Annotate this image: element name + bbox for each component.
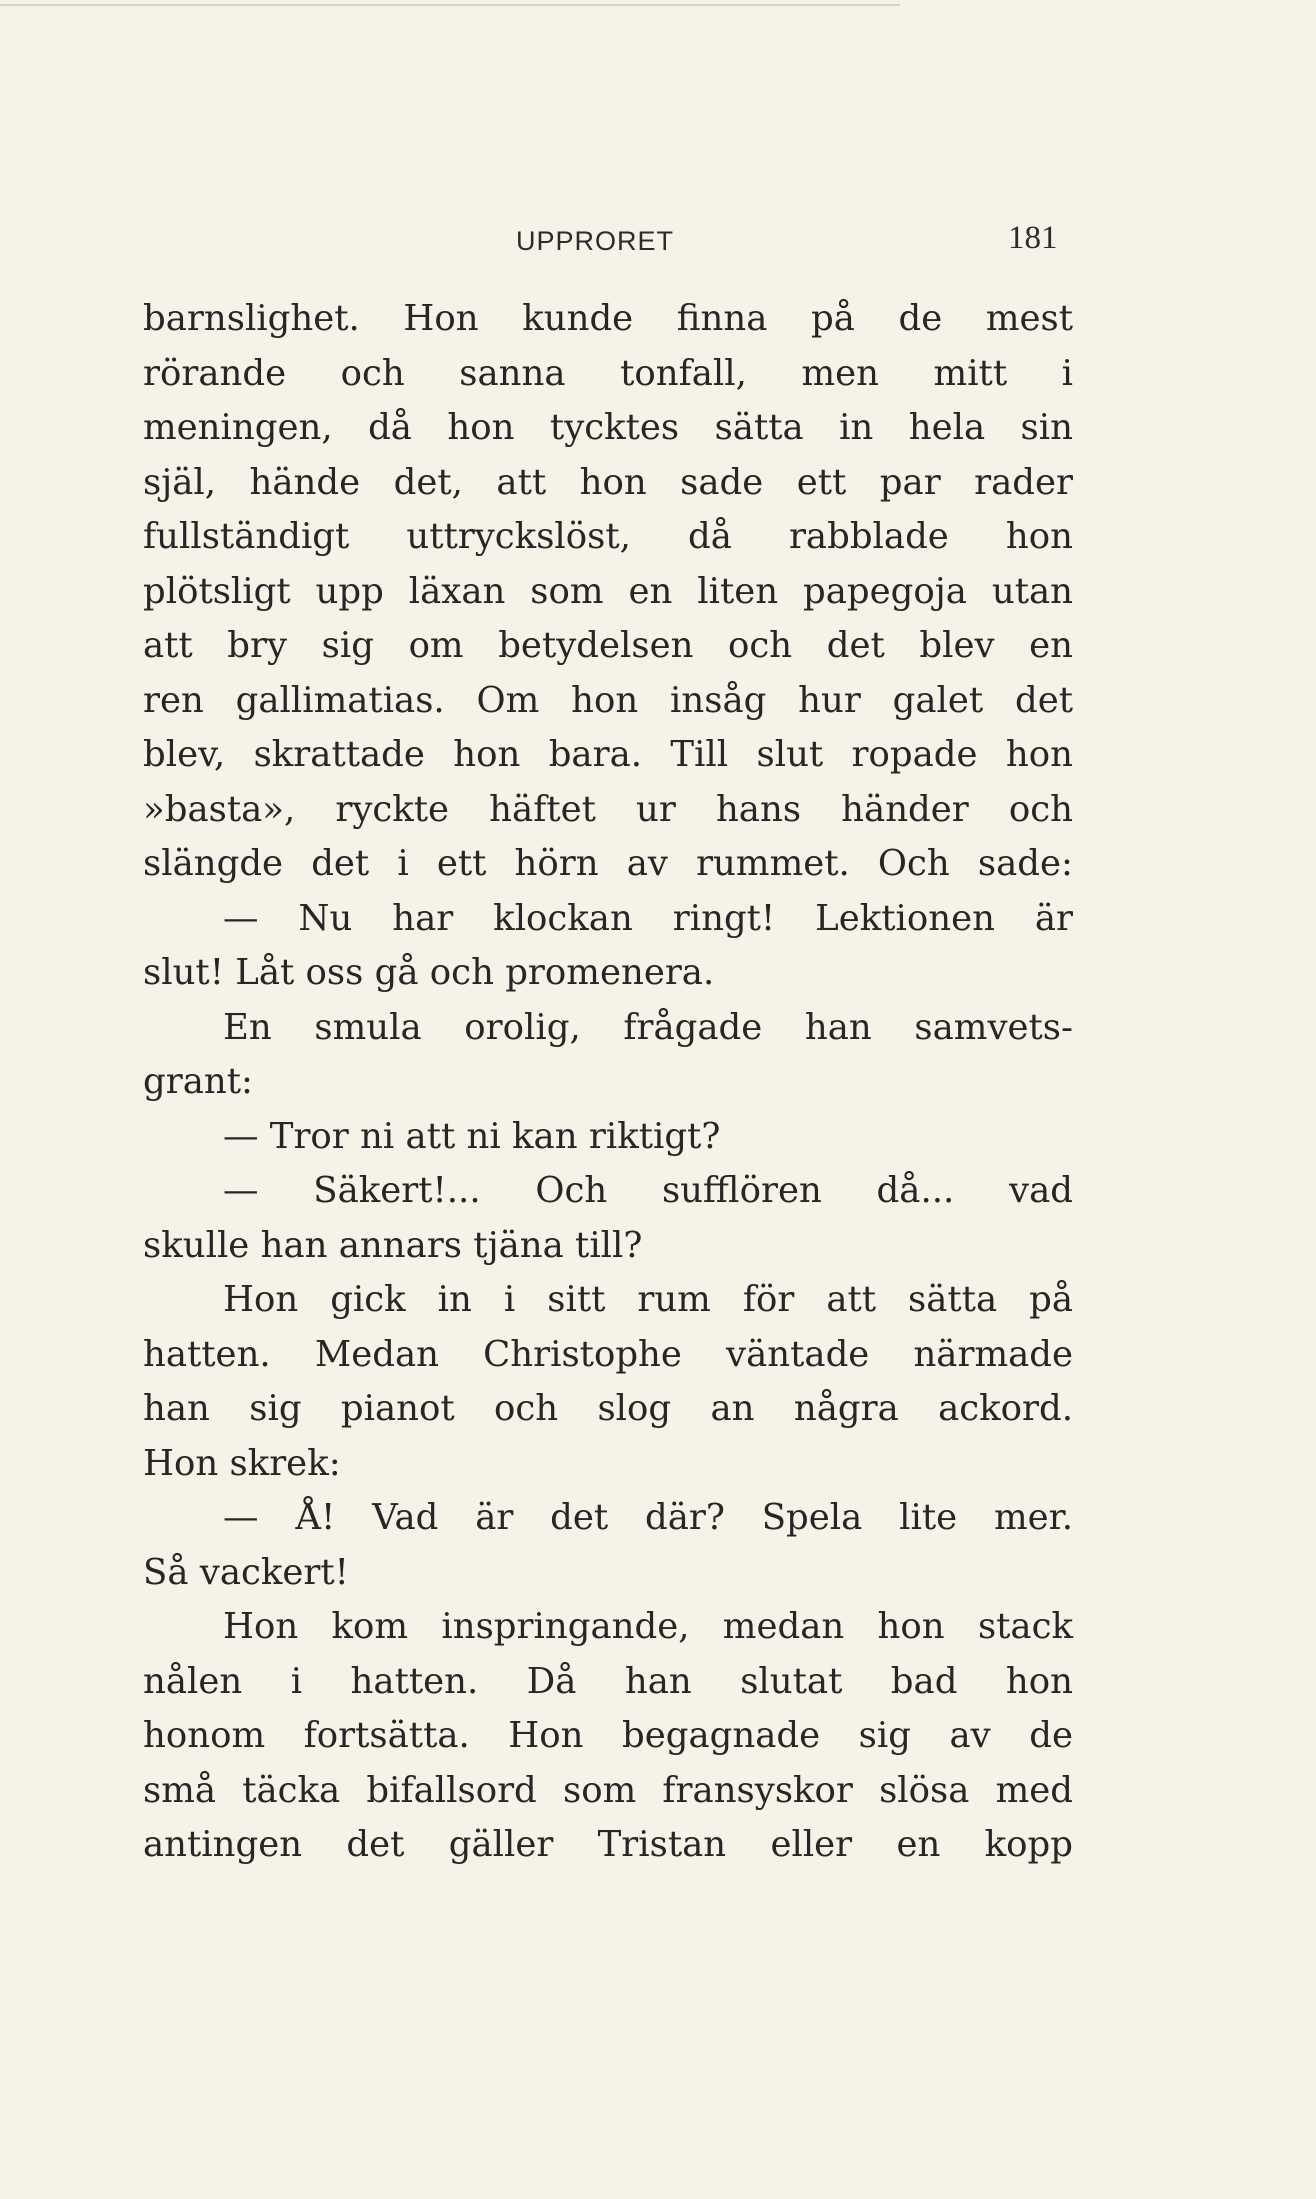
text-line: — Nu har klockan ringt! Lektionen är: [223, 897, 1073, 939]
text-line: små täcka bifallsord som fransyskor slösa med: [143, 1769, 1073, 1811]
text-line: nålen i hatten. Då han slutat bad hon: [143, 1660, 1073, 1702]
text-line: rörande och sanna tonfall, men mitt i: [143, 352, 1073, 394]
text-line: — Å! Vad är det där? Spela lite mer.: [223, 1497, 1073, 1538]
text-line: barnslighet. Hon kunde finna på de mest: [143, 298, 1073, 339]
text-line: antingen det gäller Tristan eller en kopp: [143, 1824, 1073, 1865]
text-line: hatten. Medan Christophe väntade närmade: [143, 1333, 1073, 1375]
body-text: [143, 292, 1073, 1873]
text-line: Hon gick in i sitt rum för att sätta på: [223, 1279, 1073, 1320]
page-number: 181: [1008, 220, 1058, 256]
text-line: En smula orolig, frågade han samvets-: [223, 1006, 1073, 1048]
top-edge-rule: [0, 4, 900, 6]
text-line: fullständigt uttryckslöst, då rabblade hon: [143, 516, 1073, 557]
text-line: han sig pianot och slog an några ackord.: [143, 1388, 1073, 1429]
text-line: själ, hände det, att hon sade ett par rader: [143, 461, 1073, 503]
text-line: att bry sig om betydelsen och det blev en: [143, 625, 1073, 666]
text-line: »basta», ryckte häftet ur hans händer och: [143, 788, 1073, 830]
text-line: — Tror ni att ni kan riktigt?: [223, 1115, 721, 1157]
text-line: Så vackert!: [143, 1551, 349, 1593]
text-line: — Säkert!... Och sufflören då... vad: [223, 1170, 1073, 1211]
text-line: meningen, då hon tycktes sätta in hela sin: [143, 407, 1073, 448]
text-line: plötsligt upp läxan som en liten papegoja utan: [143, 570, 1073, 612]
text-line: grant:: [143, 1061, 253, 1102]
text-line: Hon skrek:: [143, 1442, 341, 1484]
text-line: blev, skrattade hon bara. Till slut ropade hon: [143, 734, 1073, 775]
text-line: ren gallimatias. Om hon insåg hur galet det: [143, 679, 1073, 721]
text-line: Hon kom inspringande, medan hon stack: [223, 1606, 1073, 1647]
running-title: UPPRORET: [516, 226, 675, 256]
text-line: skulle han annars tjäna till?: [143, 1224, 643, 1266]
text-line: slut! Låt oss gå och promenera.: [143, 952, 715, 993]
text-line: honom fortsätta. Hon begagnade sig av de: [143, 1715, 1073, 1756]
text-line: slängde det i ett hörn av rummet. Och sade:: [143, 843, 1073, 884]
page-header: [0, 220, 1316, 264]
